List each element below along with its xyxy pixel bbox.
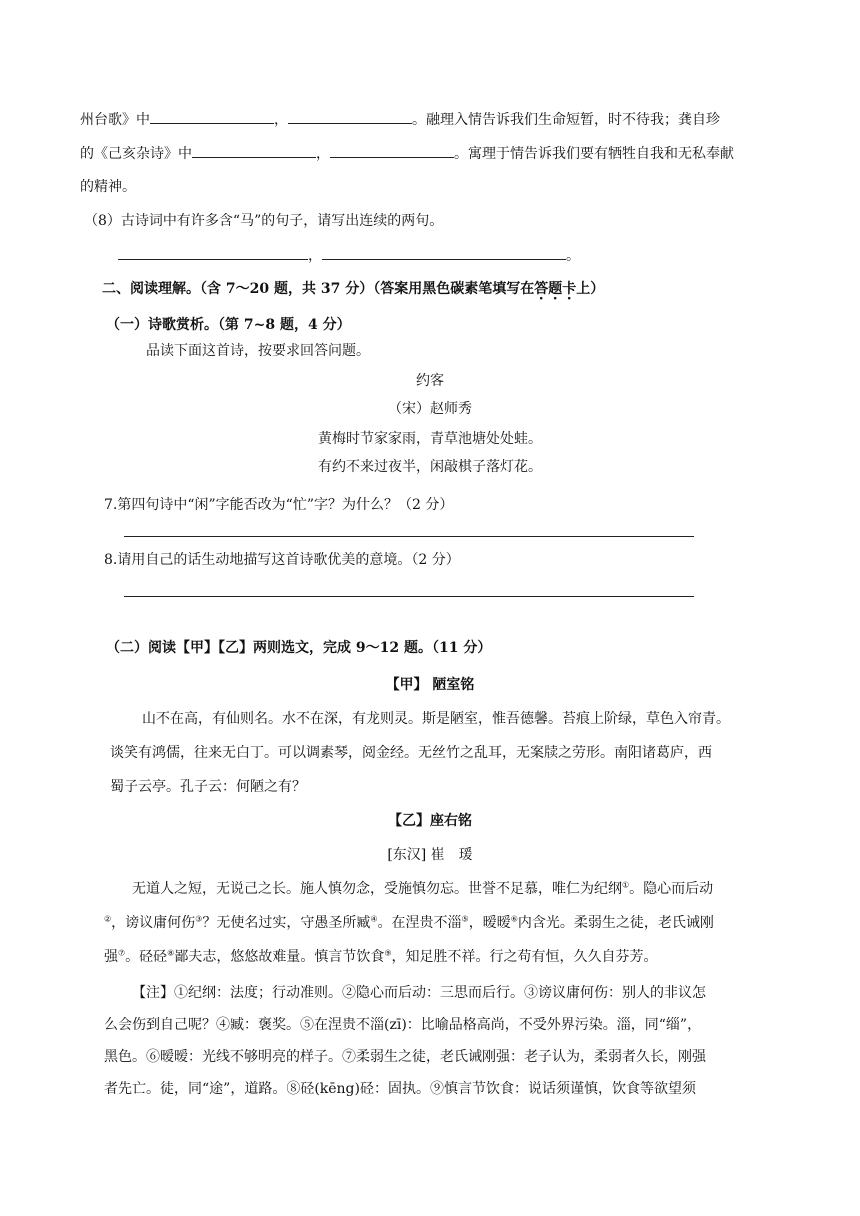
- answer-blank[interactable]: [150, 109, 274, 124]
- notes-line2: 么会伤到自己呢？④臧：褒奖。⑤在涅贵不淄(zī)：比喻品格高尚，不受外界污染。淄，同“缁”，: [104, 1017, 702, 1033]
- part1-instruction: 品读下面这首诗，按要求回答问题。: [146, 343, 370, 359]
- poem-line1: 黄梅时节家家雨，青草池塘处处蛙。: [318, 431, 542, 447]
- answer-blank[interactable]: [330, 143, 454, 158]
- text: ，谤议庸何伤: [111, 915, 196, 931]
- notes-line4: 者先亡。徒，同“途”，道路。⑧硁(kēng)硁：固执。⑨慎言节饮食：说话须谨慎，饮食等欲望须: [104, 1081, 696, 1097]
- text: 。: [566, 248, 580, 264]
- q7-line3: [80, 177, 136, 197]
- text: 州台歌》中: [80, 112, 150, 128]
- footnote-mark: ⑦: [118, 948, 126, 958]
- text: 上）: [576, 281, 605, 297]
- q8-answer-line: [118, 245, 580, 266]
- text: 内含光。柔弱生之徒，老氏诫刚: [517, 915, 714, 931]
- notes-line3: 黑色。⑥暧暧：光线不够明亮的样子。⑦柔弱生之徒，老氏诫刚强：老子认为，柔弱者久长，刚强: [104, 1049, 706, 1065]
- answer-line[interactable]: [124, 596, 694, 597]
- answer-blank[interactable]: [288, 109, 412, 124]
- footnote-mark: ④: [370, 914, 378, 924]
- section2-heading: [102, 279, 604, 299]
- text: 答: [534, 281, 549, 297]
- answer-blank[interactable]: [192, 143, 316, 158]
- q7-line2: [80, 143, 734, 164]
- text: ？无使名过实，守愚圣所臧: [202, 915, 371, 931]
- part2-heading: （二）阅读【甲】【乙】两则选文，完成 9～12 题。（11 分）: [106, 640, 492, 656]
- answer-line[interactable]: [124, 536, 694, 537]
- question-8: 8.请用自己的话生动地描写这首诗歌优美的意境。（2 分）: [104, 552, 460, 568]
- footnote-mark: ⑧: [167, 948, 175, 958]
- text: ，: [274, 112, 288, 128]
- text: 的精神。: [80, 179, 136, 195]
- text-b-line1: [132, 879, 713, 899]
- text: 无道人之短，无说己之长。施人慎勿念，受施慎勿忘。世誉不足慕，唯仁为纪纲: [132, 881, 622, 897]
- text-a-line3: 蜀子云亭。孔子云：何陋之有？: [110, 779, 306, 795]
- text: 。融理入情告诉我们生命短暂，时不待我；龚自珍: [412, 112, 720, 128]
- text: ，: [308, 248, 322, 264]
- text: ，知足胜不祥。行之苟有恒，久久自芬芳。: [391, 949, 658, 965]
- text-a-line2: 谈笑有鸿儒，往来无白丁。可以调素琴，阅金经。无丝竹之乱耳，无案牍之劳形。南阳诸葛庐，西: [110, 745, 712, 761]
- footnote-mark: ②: [104, 914, 112, 924]
- answer-blank[interactable]: [118, 245, 308, 260]
- text-b-line3: [104, 947, 658, 967]
- text-b-title: 【乙】座右铭: [388, 813, 472, 829]
- text: 鄙夫志，悠悠故难量。慎言节饮食: [174, 949, 385, 965]
- footnote-mark: ③: [195, 914, 203, 924]
- text: 。在涅贵不淄: [377, 915, 462, 931]
- text: ，: [316, 146, 330, 162]
- text: 强: [104, 949, 118, 965]
- footnote-mark: ⑤: [461, 914, 469, 924]
- text: 的《己亥杂诗》中: [80, 146, 192, 162]
- footnote-mark: ①: [622, 880, 630, 890]
- answer-blank[interactable]: [322, 245, 566, 260]
- text: 。寓理于情告诉我们要有牺牲自我和无私奉献: [454, 146, 734, 162]
- poem-line2: 有约不来过夜半，闲敲棋子落灯花。: [318, 459, 542, 475]
- notes-line1: 【注】①纪纲：法度；行动准则。②隐心而后动：三思而后行。③谤议庸何伤：别人的非议怎: [132, 985, 706, 1001]
- text-a-line1: 山不在高，有仙则名。水不在深，有龙则灵。斯是陋室，惟吾德馨。苔痕上阶绿，草色入帘青。: [142, 711, 730, 727]
- poem-author: （宋）赵师秀: [388, 401, 472, 417]
- poem-title: 约客: [416, 373, 444, 389]
- text: 题: [548, 281, 563, 297]
- text: 卡: [562, 281, 577, 297]
- footnote-mark: ⑨: [384, 948, 392, 958]
- text: 二、阅读理解。（含 7～20 题，共 37 分）（答案用黑色碳素笔填写在: [102, 281, 535, 297]
- q7-line1: [80, 109, 720, 130]
- text-b-line2: [104, 913, 714, 933]
- text: 。隐心而后动: [629, 881, 714, 897]
- text: ，暧暧: [468, 915, 511, 931]
- text-a-title: 【甲】 陋室铭: [385, 677, 475, 693]
- question-7: 7.第四句诗中“闲”字能否改为“忙”字？为什么？（2 分）: [104, 497, 454, 513]
- part1-heading: （一）诗歌赏析。（第 7~8 题，4 分）: [106, 317, 351, 333]
- text: 。硁硁: [125, 949, 168, 965]
- footnote-mark: ⑥: [510, 914, 518, 924]
- q8-prompt: （8）古诗词中有许多含“马”的句子，请写出连续的两句。: [84, 213, 444, 229]
- text-b-author: [东汉] 崔 瑗: [387, 847, 473, 863]
